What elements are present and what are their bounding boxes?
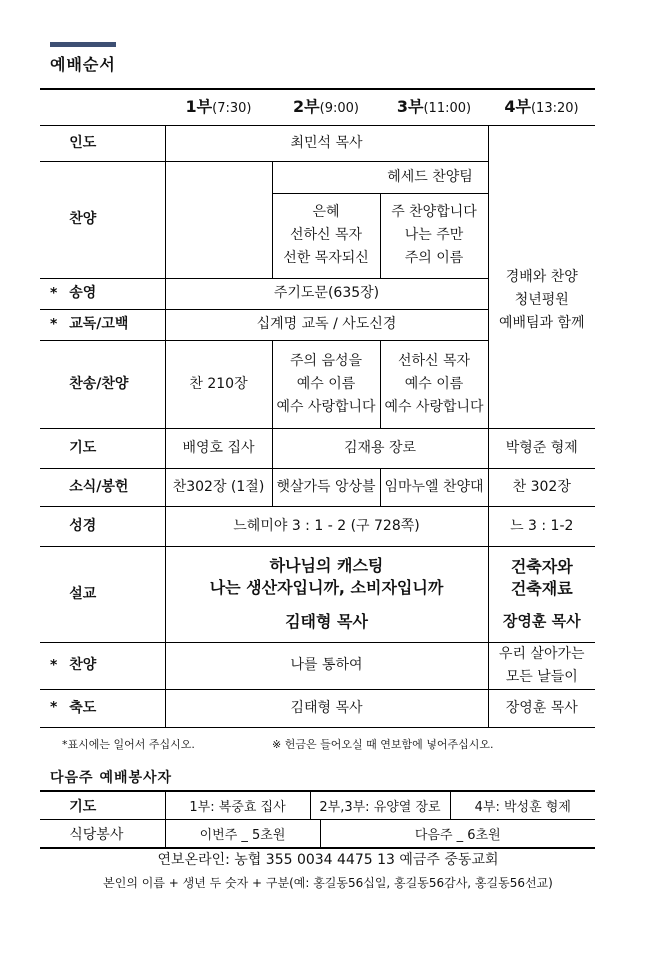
kitchen-label: 식당봉사: [69, 826, 124, 843]
sermon-preacher: 김태형 목사: [285, 612, 368, 631]
part2-label: 2부: [293, 96, 320, 116]
label-praise: 찬양: [69, 211, 97, 227]
hymn-praise-part3: [380, 340, 488, 428]
part1-header: [165, 89, 272, 125]
next-week-title: 다음주 예배봉사자: [50, 770, 173, 786]
p4-sermon-preacher: 장영훈 목사: [502, 612, 581, 630]
label-invocation: 인도: [69, 134, 97, 151]
praise-songs-b: [380, 193, 488, 278]
label-benediction: 축도: [69, 699, 97, 716]
offering-part4: 찬 302장: [488, 468, 595, 506]
stand-note: *표시에는 일어서 주십시오.: [62, 738, 195, 751]
row-praise2: [40, 642, 595, 689]
row-invocation: [40, 125, 595, 161]
benediction-main: 김태형 목사: [165, 689, 488, 727]
p4-sermon-title-line1: 건축자와: [510, 557, 573, 576]
row-offering: [40, 468, 595, 506]
row-sermon: [40, 546, 595, 642]
online-offering-instructions: 본인의 이름 + 생년 두 숫자 + 구분(예: 홍길동56십일, 홍길동56감사, 홍길동56선교): [103, 876, 553, 890]
row-prayer: [40, 428, 595, 468]
invocation-leader: 최민석 목사: [165, 125, 488, 161]
label-praise2: 찬양: [69, 657, 97, 673]
part2-header: [272, 89, 380, 125]
hymn-praise-part1: 찬 210장: [165, 340, 272, 428]
row-scripture: [40, 506, 595, 546]
stand-marker: *: [50, 285, 58, 301]
hp2-line1: 주의 음성을: [289, 352, 363, 369]
praise-team: 헤세드 찬양팀: [272, 161, 488, 193]
part3-time: (11:00): [423, 100, 472, 116]
kitchen-this-week: 이번주 _ 5초원: [165, 820, 320, 849]
hymn-praise-part2: [272, 340, 380, 428]
sermon-part4: [488, 546, 595, 642]
song-b2: 나는 주만: [404, 227, 464, 243]
next-week-table: [40, 790, 595, 849]
praise2-part4: [488, 642, 595, 689]
part4-praise-note: [488, 125, 595, 428]
stand-marker: *: [50, 699, 58, 716]
praise-songs-a: [272, 193, 380, 278]
part1-label: 1부: [185, 96, 213, 116]
prayer-part1: 배영호 집사: [165, 428, 272, 468]
next-prayer-part23: 2부,3부: 유양열 장로: [310, 791, 450, 820]
part3-header: [380, 89, 488, 125]
next-prayer-label: 기도: [69, 798, 97, 815]
song-b1: 주 찬양합니다: [391, 204, 477, 220]
benediction-part4: 장영훈 목사: [488, 689, 595, 727]
label-hymn-praise: 찬송/찬양: [69, 375, 129, 392]
part4-note-line2: 청년평원: [514, 292, 569, 308]
offering-part3: 임마누엘 찬양대: [380, 468, 488, 506]
next-prayer-part4: 4부: 박성훈 형제: [450, 791, 595, 820]
part4-note-line1: 경배와 찬양: [505, 269, 578, 285]
hp3-line3: 예수 사랑합니다: [384, 398, 484, 415]
part4-label: 4부: [504, 96, 531, 116]
part1-time: (7:30): [212, 100, 252, 116]
section-title: 예배순서: [50, 55, 116, 74]
next-kitchen-row: [40, 820, 595, 849]
offering-part2: 햇살가득 앙상블: [272, 468, 380, 506]
header-row: [40, 89, 595, 125]
hp3-line1: 선하신 목자: [397, 352, 471, 369]
label-prayer: 기도: [69, 439, 97, 456]
part4-time: (13:20): [530, 100, 579, 116]
hp2-line3: 예수 사랑합니다: [276, 398, 376, 415]
praise2-p4-line1: 우리 살아가는: [498, 645, 585, 662]
sermon-main: [165, 546, 488, 642]
sermon-title-line2: 나는 생산자입니까, 소비자입니까: [209, 578, 444, 597]
label-scripture: 성경: [69, 517, 97, 534]
part3-label: 3부: [396, 96, 424, 116]
offering-note: ※ 헌금은 들어오실 때 연보함에 넣어주십시오.: [272, 738, 494, 751]
prayer-part4: 박형준 형제: [488, 428, 595, 468]
song-b3: 주의 이름: [404, 250, 464, 266]
p4-sermon-title-line2: 건축재료: [510, 579, 573, 598]
hp3-line2: 예수 이름: [404, 375, 464, 392]
hymn-value: 주기도문(635장): [165, 278, 488, 309]
label-creed: 교독/고백: [69, 316, 129, 332]
song-a2: 선하신 목자: [289, 227, 363, 243]
song-a1: 은혜: [312, 204, 340, 220]
sermon-title-line1: 하나님의 캐스팅: [269, 556, 384, 575]
creed-value: 십계명 교독 / 사도신경: [165, 309, 488, 340]
kitchen-next-week: 다음주 _ 6초원: [320, 820, 595, 849]
stand-marker: *: [50, 657, 58, 673]
praise2-p4-line2: 모든 날들이: [505, 668, 578, 685]
next-prayer-part1: 1부: 복중효 집사: [165, 791, 310, 820]
part2-time: (9:00): [319, 100, 359, 116]
label-offering: 소식/봉헌: [69, 478, 129, 495]
row-benediction: [40, 689, 595, 727]
header-accent-bar: [50, 42, 116, 47]
offering-part1: 찬302장 (1절): [165, 468, 272, 506]
song-a3: 선한 목자되신: [283, 250, 369, 266]
hp2-line2: 예수 이름: [296, 375, 356, 392]
label-hymn: 송영: [69, 285, 97, 301]
worship-order-table: [40, 88, 595, 728]
praise2-main: 나를 통하여: [165, 642, 488, 689]
next-prayer-row: [40, 791, 595, 820]
part4-header: [488, 89, 595, 125]
stand-marker: *: [50, 316, 58, 332]
label-sermon: 설교: [69, 585, 97, 602]
scripture-part4: 느 3 : 1-2: [488, 506, 595, 546]
part4-note-line3: 예배팀과 함께: [498, 315, 585, 331]
online-offering-account: 연보온라인: 농협 355 0034 4475 13 예금주 중동교회: [157, 852, 499, 868]
scripture-main: 느헤미야 3 : 1 - 2 (구 728쪽): [165, 506, 488, 546]
prayer-part23: 김재용 장로: [272, 428, 488, 468]
